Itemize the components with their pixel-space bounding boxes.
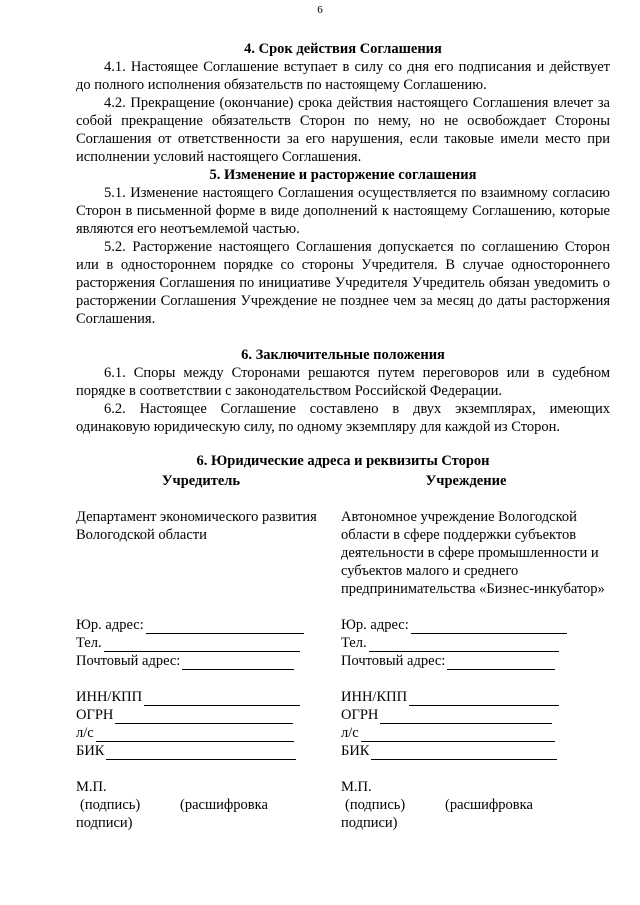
underline [409, 691, 559, 706]
underline [146, 619, 304, 634]
signature-label: (подпись) [345, 797, 406, 813]
field-label: Почтовый адрес: [76, 653, 181, 669]
institution-stamp: М.П. [341, 779, 372, 795]
institution-signature-row [341, 796, 616, 814]
founder-stamp: М.П. [76, 779, 107, 795]
section-5-title: 5. Изменение и расторжение соглашения [209, 167, 477, 183]
field-label: Юр. адрес: [341, 617, 409, 633]
founder-inn-kpp [76, 688, 326, 706]
underline [369, 637, 559, 652]
page-number: 6 [317, 4, 323, 16]
field-label: л/с [76, 725, 94, 741]
section-6-clause-2: 6.2. Настоящее Соглашение составлено в двух экземплярах, имеющих одинаковую юридическую силу, по одному экземпляру для каждой из Сторон. [76, 401, 610, 435]
founder-name: Департамент экономического развития Вологодской области [76, 509, 317, 543]
decoding-label-cont: подписи) [341, 815, 398, 831]
field-label: ИНН/КПП [76, 689, 143, 705]
underline [361, 727, 555, 742]
field-label: л/с [341, 725, 359, 741]
underline [371, 745, 557, 760]
underline [115, 709, 293, 724]
field-label: Почтовый адрес: [341, 653, 446, 669]
institution-ogrn [341, 706, 616, 724]
spacer [76, 760, 326, 778]
founder-ogrn [76, 706, 326, 724]
underline [106, 745, 296, 760]
signature-label: (подпись) [80, 797, 141, 813]
decoding-label: (расшифровка [180, 797, 268, 813]
institution-postal-address [341, 652, 616, 670]
institution-bik [341, 742, 616, 760]
field-label: ИНН/КПП [341, 689, 408, 705]
field-label: Тел. [341, 635, 367, 651]
field-label: Тел. [76, 635, 102, 651]
institution-account [341, 724, 616, 742]
spacer [76, 328, 610, 346]
field-label: ОГРН [341, 707, 379, 723]
founder-signature-row [76, 796, 326, 814]
requisites-columns [76, 472, 616, 832]
underline [411, 619, 567, 634]
institution-legal-address [341, 616, 616, 634]
founder-bik [76, 742, 326, 760]
institution-name: Автономное учреждение Вологодской области в сфере поддержки субъектов деятельности в сфере промышленности и субъектов малого и среднего предпринимательства «Бизнес-инкубатор» [341, 509, 605, 597]
underline [182, 655, 294, 670]
field-label: ОГРН [76, 707, 114, 723]
founder-title: Учредитель [161, 473, 241, 489]
section-5-clause-2: 5.2. Расторжение настоящего Соглашения допускается по соглашению Сторон или в одностороннем порядке со стороны Учредителя. В случае одностороннего расторжения Соглашения по инициативе Учредителя Учредитель обязан уведомить о расторжении Соглашения Учреждение не позднее чем за месяц до даты расторжения Соглашения. [76, 239, 610, 327]
underline [104, 637, 300, 652]
section-5-clause-1: 5.1. Изменение настоящего Соглашения осуществляется по взаимному согласию Сторон в письменной форме в виде дополнений к настоящему Соглашению, которые являются его неотъемлемой частью. [76, 185, 610, 237]
section-4-clause-2: 4.2. Прекращение (окончание) срока действия настоящего Соглашения влечет за собой прекращение обязательств Сторон по нему, но не освобождает Стороны Соглашения от ответственности за его нарушения, если таковые имели место при исполнении условий настоящего Соглашения. [76, 95, 610, 165]
institution-column [341, 472, 616, 832]
requisites-title: 6. Юридические адреса и реквизиты Сторон [196, 453, 490, 469]
institution-title: Учреждение [425, 473, 507, 489]
spacer [341, 760, 616, 778]
section-6-title: 6. Заключительные положения [241, 347, 445, 363]
field-label: БИК [341, 743, 370, 759]
underline [144, 691, 300, 706]
underline [96, 727, 294, 742]
founder-legal-address [76, 616, 326, 634]
section-4-clause-1: 4.1. Настоящее Соглашение вступает в силу со дня его подписания и действует до полного исполнения обязательств по настоящему Соглашению. [76, 59, 610, 93]
field-label: БИК [76, 743, 105, 759]
founder-phone [76, 634, 326, 652]
decoding-label: (расшифровка [445, 797, 533, 813]
underline [447, 655, 555, 670]
founder-account [76, 724, 326, 742]
institution-phone [341, 634, 616, 652]
spacer [341, 670, 616, 688]
spacer [76, 670, 326, 688]
section-4-title: 4. Срок действия Соглашения [244, 41, 442, 57]
founder-column [76, 472, 326, 832]
founder-postal-address [76, 652, 326, 670]
institution-inn-kpp [341, 688, 616, 706]
section-6-clause-1: 6.1. Споры между Сторонами решаются путем переговоров или в судебном порядке в соответствии с законодательством Российской Федерации. [76, 365, 610, 399]
decoding-label-cont: подписи) [76, 815, 133, 831]
underline [380, 709, 552, 724]
document-body [76, 40, 610, 470]
field-label: Юр. адрес: [76, 617, 144, 633]
